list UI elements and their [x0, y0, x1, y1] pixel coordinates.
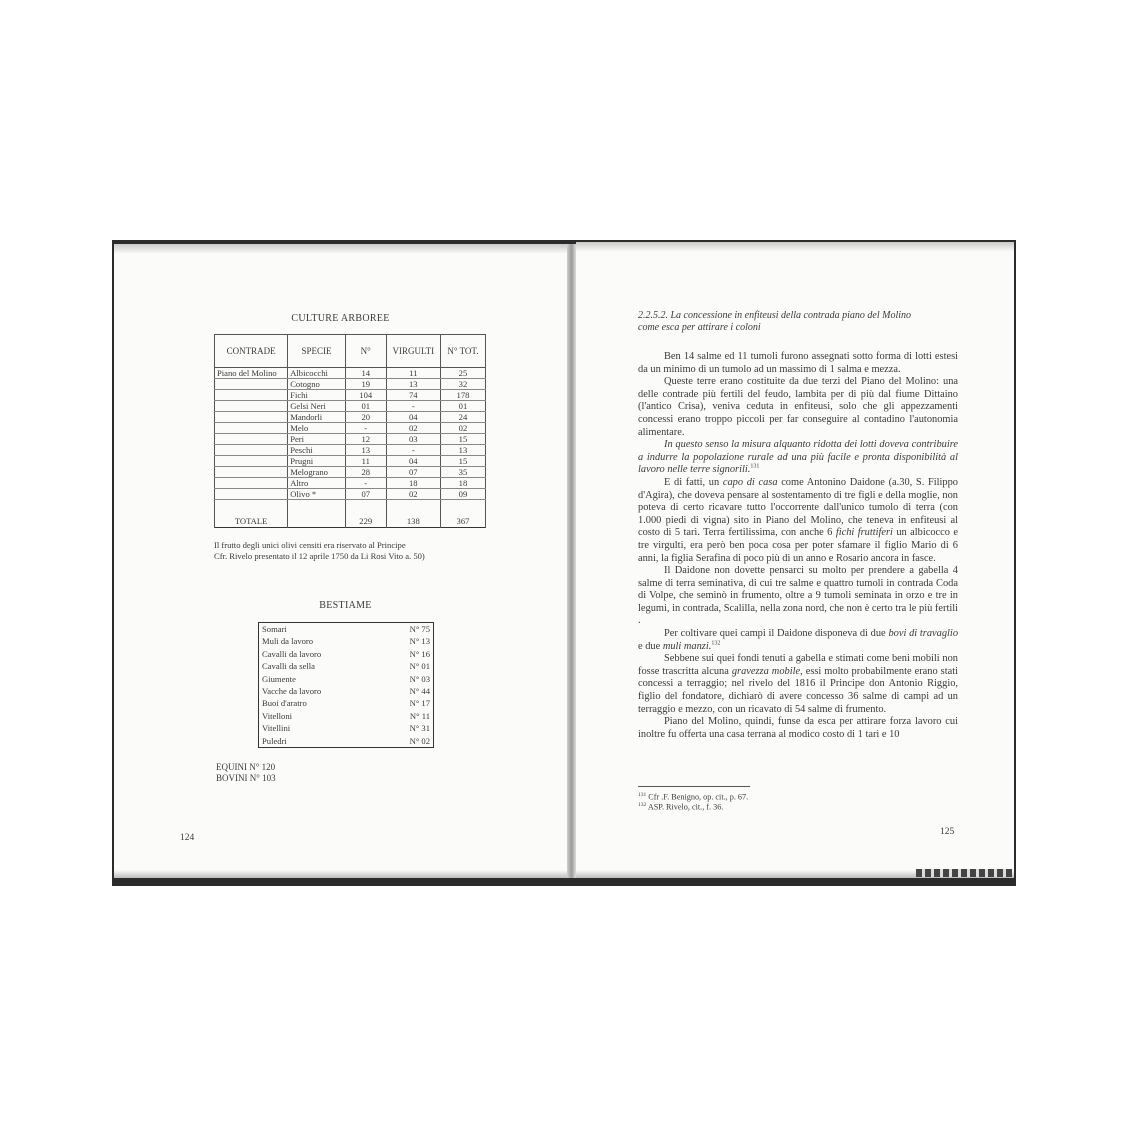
cell-total-n: 229: [345, 500, 386, 528]
totals-block: [216, 762, 276, 784]
cell-contrada: [215, 390, 288, 401]
bestiame-value: N° 03: [409, 673, 430, 684]
cell-tot: 24: [440, 412, 485, 423]
cell-specie: Mandorli: [288, 412, 346, 423]
col-specie: SPECIE: [288, 335, 346, 368]
bestiame-value: N° 01: [409, 661, 430, 672]
col-virgulti: VIRGULTI: [386, 335, 440, 368]
bestiame-label: Muli da lavoro: [262, 636, 314, 647]
bestiame-value: N° 02: [409, 735, 430, 746]
cell-specie: Altro: [288, 478, 346, 489]
equini-total: EQUINI N° 120: [216, 762, 276, 772]
paragraph-1: Ben 14 salme ed 11 tumoli furono assegnati sotto forma di lotti estesi da un minimo di un tumolo ad un massimo di 1 salma e mezza.: [638, 351, 958, 375]
cell-contrada: [215, 445, 288, 456]
cell-tot: 15: [440, 456, 485, 467]
footnote-132: [638, 800, 723, 813]
paragraph-4-part-c: un albicocco e tre virgulti, era però ben poca cosa per poter sfamare il figlio Mario di 6 anni, la figlia Serafina di poco più di un anno e Rosario ancora in fasce.: [638, 527, 958, 564]
cell-virgulti: 74: [386, 390, 440, 401]
paragraph-4: [638, 477, 958, 565]
cell-specie: Melo: [288, 423, 346, 434]
page-number-right: 125: [940, 827, 955, 837]
page-shadow-top: [114, 244, 567, 254]
cell-virgulti: 18: [386, 478, 440, 489]
cell-n: 12: [345, 434, 386, 445]
cell-contrada: [215, 434, 288, 445]
section-title: [638, 310, 958, 334]
cell-specie: Melograno: [288, 467, 346, 478]
culture-table-row: [215, 467, 486, 478]
cell-virgulti: -: [386, 401, 440, 412]
bestiame-label: Vacche da lavoro: [262, 686, 322, 697]
cell-specie: Albicocchi: [288, 368, 346, 379]
cell-contrada: [215, 467, 288, 478]
paragraph-4-part-b: come Antonino Daidone (a.30, S. Filippo d'Agira), che doveva pensare al sostentamento di tre figli e della moglie, non poteva di certo ricavare tutto l'occorrente dall'unico tumolo di terra (con 1.000 piedi di vigna) sito in Piano del Molino, che teneva in enfiteusi al costo di 5 tarì. Terra fertilissima, con anche 6: [638, 476, 958, 539]
paragraph-6-part-b: e due: [638, 640, 663, 652]
bestiame-row: [259, 735, 434, 748]
footnote-131-number: 131: [638, 792, 647, 798]
bestiame-value: N° 75: [409, 624, 430, 634]
cell-contrada: [215, 401, 288, 412]
culture-table-row: [215, 489, 486, 500]
bestiame-row: [259, 660, 434, 672]
cell-contrada: [215, 423, 288, 434]
col-contrade: CONTRADE: [215, 335, 288, 368]
bestiame-row: [259, 685, 434, 697]
culture-table-row: [215, 390, 486, 401]
culture-table-row: [215, 368, 486, 379]
cell-tot: 18: [440, 478, 485, 489]
cell-n: 14: [345, 368, 386, 379]
cell-total-label: TOTALE: [215, 500, 288, 528]
cell-n: 20: [345, 412, 386, 423]
cell-specie: Gelsi Neri: [288, 401, 346, 412]
paragraph-8: Piano del Molino, quindi, funse da esca per attirare forza lavoro cui inoltre fu offerta una casa terrana al modico costo di 1 tarì e 10: [638, 716, 958, 740]
bovini-total: BOVINI N° 103: [216, 773, 276, 783]
page-shadow-bottom: [114, 870, 567, 878]
culture-table-row: [215, 412, 486, 423]
culture-table-row: [215, 478, 486, 489]
bestiame-label: Cavalli da lavoro: [262, 648, 322, 659]
cell-virgulti: 04: [386, 456, 440, 467]
cell-contrada: [215, 478, 288, 489]
cell-virgulti: 04: [386, 412, 440, 423]
cell-virgulti: 11: [386, 368, 440, 379]
paragraph-6-italic-1: bovi di travaglio: [888, 628, 959, 640]
cell-specie: Prugni: [288, 456, 346, 467]
cell-n: 104: [345, 390, 386, 401]
paragraph-4-part-a: E di fatti, un: [664, 476, 723, 488]
bestiame-row: [259, 673, 434, 685]
book-gutter: [567, 244, 576, 878]
cell-n: 01: [345, 401, 386, 412]
culture-arboree-title: CULTURE ARBOREE: [291, 313, 390, 324]
culture-table-header: [215, 335, 486, 368]
bestiame-row: [259, 710, 434, 722]
paragraph-6-italic-2: muli manzi.: [662, 640, 712, 652]
bestiame-value: N° 11: [409, 710, 430, 721]
bestiame-row: [259, 648, 434, 660]
cell-virgulti: 02: [386, 489, 440, 500]
section-title-line1: 2.2.5.2. La concessione in enfiteusi della contrada piano del Molino: [638, 310, 912, 321]
cell-n: 11: [345, 456, 386, 467]
paragraph-7-part-b: , essi molto probabilmente erano stati concessi a terraggio; nel rivelo del 1816 il Principe don Antonio Riggio, figlio del fondatore, dichiarò di avere concesso 36 salme di campi ad un terraggio e mezzo, con un ricavato di 54 salme di frumento.: [638, 665, 958, 715]
bestiame-label: Somari: [262, 624, 287, 634]
culture-table-total-row: [215, 500, 486, 528]
culture-table-row: [215, 401, 486, 412]
paragraph-4-italic-2: fichi fruttiferi: [835, 527, 893, 539]
bestiame-label: Buoi d'aratro: [262, 698, 307, 709]
cell-n: -: [345, 478, 386, 489]
cell-specie: Cotogno: [288, 379, 346, 390]
olive-note: [214, 540, 425, 562]
cell-total-tot: 367: [440, 500, 485, 528]
cell-tot: 32: [440, 379, 485, 390]
right-page: [576, 242, 1014, 878]
culture-table-row: [215, 456, 486, 467]
paragraph-2: Queste terre erano costituite da due terzi del Piano del Molino: una delle contrade più fertili del feudo, lambita per di più dal fiume Dittaino (l'antico Crisa), veniva ceduta in enfiteusi, solo che gli appezzamenti concessi erano troppo piccoli per far conseguire al contadino l'autonomia alimentare.: [638, 376, 958, 438]
bestiame-label: Cavalli da sella: [262, 661, 315, 672]
paragraph-7-part-a: Sebbene sui quei fondi tenuti a gabella e stimati come beni mobili non fosse trascritta alcuna: [638, 653, 958, 677]
bestiame-label: Vitelloni: [262, 710, 293, 721]
culture-table-row: [215, 423, 486, 434]
cell-n: 07: [345, 489, 386, 500]
culture-table: [214, 334, 486, 528]
cell-virgulti: 02: [386, 423, 440, 434]
bestiame-label: Giumente: [262, 673, 296, 684]
cell-virgulti: 03: [386, 434, 440, 445]
cell-contrada: Piano del Molino: [215, 368, 288, 379]
bestiame-row: [259, 722, 434, 734]
olive-note-line1: Il frutto degli unici olivi censiti era riservato al Principe: [214, 540, 406, 550]
paragraph-7: [638, 653, 958, 716]
culture-table-row: [215, 434, 486, 445]
bestiame-value: N° 16: [409, 648, 430, 659]
cell-specie: Peschi: [288, 445, 346, 456]
footnote-132-text: ASP. Rivelo, cit., f. 36.: [646, 802, 724, 812]
paragraph-4-italic-1: capo di casa: [722, 476, 778, 488]
page-edge-marks: [916, 869, 1012, 877]
bestiame-row: [259, 635, 434, 647]
cell-virgulti: 07: [386, 467, 440, 478]
footnote-ref-132: 132: [711, 640, 721, 647]
col-n: N°: [345, 335, 386, 368]
cell-contrada: [215, 456, 288, 467]
paragraph-6-part-a: Per coltivare quei campi il Daidone disponeva di due: [664, 628, 889, 640]
cell-specie: Fichi: [288, 390, 346, 401]
cell-specie: Peri: [288, 434, 346, 445]
cell-tot: 178: [440, 390, 485, 401]
cell-virgulti: -: [386, 445, 440, 456]
paragraph-6: [638, 628, 958, 653]
culture-table-row: [215, 445, 486, 456]
cell-n: 13: [345, 445, 386, 456]
col-tot: N° TOT.: [440, 335, 485, 368]
culture-table-row: [215, 379, 486, 390]
cell-contrada: [215, 489, 288, 500]
cell-tot: 13: [440, 445, 485, 456]
paragraph-3-text: In questo senso la misura alquanto ridotta dei lotti doveva contribuire a indurre la popolazione rurale ad una più facile e pronta disponibilità al lavoro nelle terre signorili.: [638, 439, 958, 476]
cell-tot: 15: [440, 434, 485, 445]
bestiame-title: BESTIAME: [319, 600, 372, 611]
bestiame-value: N° 44: [409, 686, 430, 697]
cell-tot: 02: [440, 423, 485, 434]
cell-n: 19: [345, 379, 386, 390]
page-number-left: 124: [180, 833, 195, 843]
right-page-body: [638, 310, 958, 741]
footnote-131-text: Cfr .F. Benigno, op. cit., p. 67.: [646, 792, 749, 802]
paragraph-7-italic-1: gravezza mobile: [731, 665, 801, 677]
cell-tot: 01: [440, 401, 485, 412]
bestiame-row: [259, 697, 434, 709]
cell-tot: 09: [440, 489, 485, 500]
bestiame-value: N° 17: [409, 698, 430, 709]
bestiame-value: N° 13: [409, 636, 430, 647]
cell-contrada: [215, 379, 288, 390]
footnote-divider: [638, 786, 750, 787]
cell-virgulti: 13: [386, 379, 440, 390]
cell-total-empty: [288, 500, 346, 528]
bestiame-value: N° 31: [409, 723, 430, 734]
footnote-ref-131: 131: [750, 463, 760, 470]
cell-tot: 35: [440, 467, 485, 478]
cell-total-virgulti: 138: [386, 500, 440, 528]
cell-tot: 25: [440, 368, 485, 379]
paragraph-5: Il Daidone non dovette pensarci su molto per prendere a gabella 4 salme di terra seminativa, di cui tre salme e quattro tumoli in contrada Coda di Volpe, che seminò in frumento, oltre a 9 tumoli seminata in orzo e tre in legumi, in contrada, Scalilla, nella zona nord, che non è certo tra le più fertili .: [638, 565, 958, 627]
page-shadow-top: [576, 242, 1014, 252]
paragraph-3: [638, 439, 958, 477]
cell-n: -: [345, 423, 386, 434]
bestiame-label: Puledri: [262, 735, 287, 746]
cell-n: 28: [345, 467, 386, 478]
section-title-line2: come esca per attirare i coloni: [638, 322, 761, 333]
cell-contrada: [215, 412, 288, 423]
footnote-132-number: 132: [638, 802, 647, 808]
cell-specie: Olivo *: [288, 489, 346, 500]
bestiame-label: Vitellini: [262, 723, 291, 734]
bestiame-table: [258, 622, 434, 748]
left-page: [114, 244, 567, 878]
olive-note-line2: Cfr. Rivelo presentato il 12 aprile 1750 da Li Rosi Vito a. 50): [214, 551, 425, 561]
bestiame-row: [259, 623, 434, 636]
